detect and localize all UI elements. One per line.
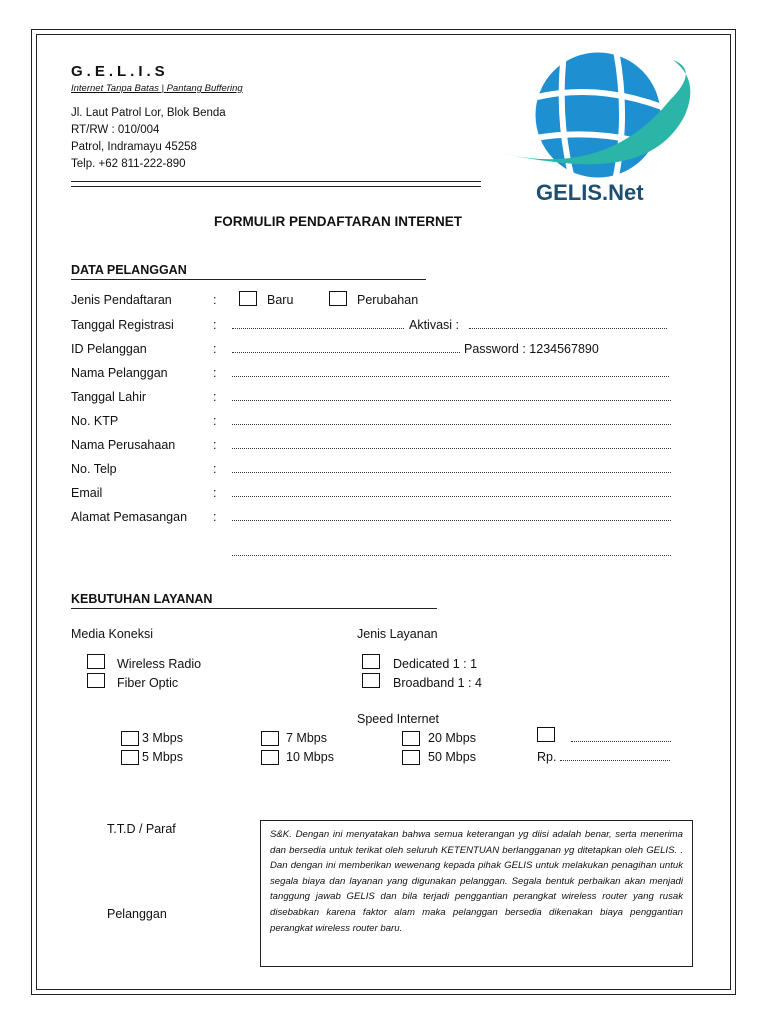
label-no-telp: No. Telp [71,462,117,476]
colon: : [213,342,217,356]
company-name: G.E.L.I.S [71,63,169,80]
checkbox-5mbps[interactable] [121,750,139,765]
label-alamat-pemasangan: Alamat Pemasangan [71,510,188,524]
header-rule-top [71,181,481,182]
option-20mbps: 20 Mbps [428,731,476,745]
option-wireless-radio: Wireless Radio [117,657,202,671]
option-fiber-optic: Fiber Optic [117,676,179,690]
checkbox-50mbps[interactable] [402,750,420,765]
address-phone: Telp. +62 811-222-890 [71,158,186,170]
colon: : [213,510,217,524]
section-title-data-pelanggan: DATA PELANGGAN [71,263,187,277]
label-email: Email [71,486,103,500]
checkbox-3mbps[interactable] [121,731,139,746]
label-rp: Rp. [537,750,557,764]
colon: : [213,414,217,428]
option-dedicated: Dedicated 1 : 1 [393,657,478,671]
option-baru: Baru [267,293,294,307]
colon: : [213,438,217,452]
field-nama-perusahaan[interactable] [232,448,671,449]
checkbox-broadband[interactable] [362,673,380,688]
label-media-koneksi: Media Koneksi [71,627,153,641]
field-aktivasi[interactable] [469,328,667,329]
terms-box [260,820,693,967]
label-no-ktp: No. KTP [71,414,119,428]
section-title-kebutuhan-layanan: KEBUTUHAN LAYANAN [71,592,213,606]
colon: : [213,293,217,307]
password-value: Password : 1234567890 [464,342,599,356]
field-alamat-pemasangan-line2[interactable] [232,555,671,556]
label-speed-internet: Speed Internet [357,712,440,726]
address-rtrw: RT/RW : 010/004 [71,124,160,136]
label-nama-pelanggan: Nama Pelanggan [71,366,168,380]
logo-wordmark: GELIS.Net [536,180,644,205]
label-pelanggan: Pelanggan [107,907,167,921]
option-perubahan: Perubahan [357,293,419,307]
header-rule-bottom [71,186,481,187]
label-ttd-paraf: T.T.D / Paraf [107,822,176,836]
label-jenis-layanan: Jenis Layanan [357,627,438,641]
field-custom-price[interactable] [560,760,670,761]
checkbox-10mbps[interactable] [261,750,279,765]
form-title: FORMULIR PENDAFTARAN INTERNET [214,214,462,229]
section-underline [71,279,426,280]
colon: : [213,486,217,500]
colon: : [213,390,217,404]
field-no-telp[interactable] [232,472,671,473]
address-city: Patrol, Indramayu 45258 [71,141,197,153]
checkbox-perubahan[interactable] [329,291,347,306]
colon: : [213,462,217,476]
field-tanggal-lahir[interactable] [232,400,671,401]
checkbox-7mbps[interactable] [261,731,279,746]
field-custom-speed[interactable] [571,741,671,742]
checkbox-baru[interactable] [239,291,257,306]
label-nama-perusahaan: Nama Perusahaan [71,438,176,452]
label-aktivasi: Aktivasi : [409,318,460,332]
field-tanggal-registrasi[interactable] [232,328,404,329]
field-id-pelanggan[interactable] [232,352,460,353]
label-jenis-pendaftaran: Jenis Pendaftaran [71,293,172,307]
label-tanggal-registrasi: Tanggal Registrasi [71,318,174,332]
option-50mbps: 50 Mbps [428,750,476,764]
checkbox-20mbps[interactable] [402,731,420,746]
checkbox-wireless-radio[interactable] [87,654,105,669]
checkbox-fiber-optic[interactable] [87,673,105,688]
field-alamat-pemasangan-line1[interactable] [232,520,671,521]
checkbox-dedicated[interactable] [362,654,380,669]
section-underline [71,608,437,609]
field-email[interactable] [232,496,671,497]
address-street: Jl. Laut Patrol Lor, Blok Benda [71,107,226,119]
gelis-globe-logo-icon [495,40,705,240]
label-id-pelanggan: ID Pelanggan [71,342,147,356]
option-broadband: Broadband 1 : 4 [393,676,482,690]
company-tagline: Internet Tanpa Batas | Pantang Buffering [71,83,243,94]
option-10mbps: 10 Mbps [286,750,334,764]
label-tanggal-lahir: Tanggal Lahir [71,390,147,404]
colon: : [213,318,217,332]
option-7mbps: 7 Mbps [286,731,327,745]
option-3mbps: 3 Mbps [142,731,183,745]
field-nama-pelanggan[interactable] [232,376,669,377]
field-no-ktp[interactable] [232,424,671,425]
colon: : [213,366,217,380]
checkbox-custom-speed[interactable] [537,727,555,742]
terms-text: S&K. Dengan ini menyatakan bahwa semua keterangan yg diisi adalah benar, serta menerima dan bersedia untuk terikat oleh seluruh KETENTUAN berlangganan yg ditetapkan oleh GELIS. . Dan dengan ini memberikan wewenang kepada pihak GELIS untuk melakukan penagihan untuk segala biaya dan layanan yang digunakan pelanggan. Segala bentuk perbaikan akan menjadi tanggung jawab GELIS dan bila terjadi penggantian perangkat wireless router yang rusak disebabkan karena faktor alam maka pelanggan bersedia dikenakan biaya penggantian perangkat wireless router baru. [270,829,683,934]
option-5mbps: 5 Mbps [142,750,183,764]
